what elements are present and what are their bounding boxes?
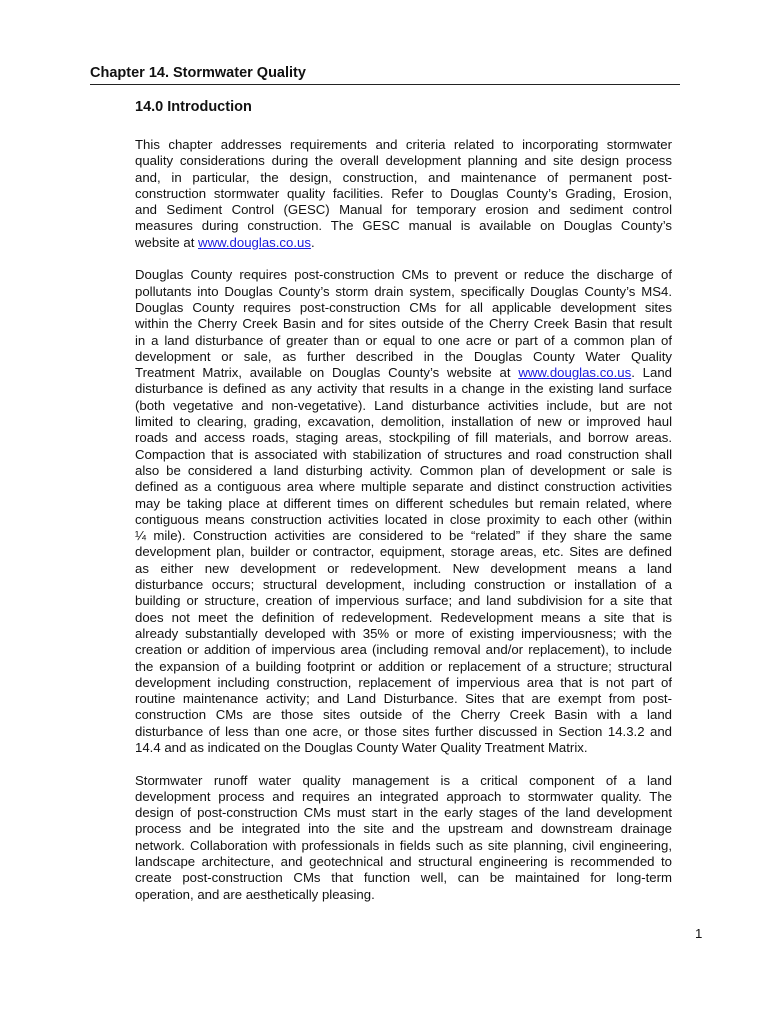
text-segment: roads and access roads, staging areas, stockpiling of fill materials, and borrow areas. [135, 430, 672, 446]
text-segment: may be taking place at different times on different schedules but remain related, where [135, 495, 672, 511]
text-segment: also be considered a land disturbing activity. Common plan of development or sale is [135, 462, 672, 478]
text-segment: as either new development or redevelopment. New development means a land [135, 560, 672, 576]
text-line [135, 544, 672, 560]
text-line [135, 430, 672, 446]
text-segment: and, in particular, the design, construction, and maintenance of permanent post- [135, 169, 672, 185]
text-line [135, 463, 672, 479]
text-line [135, 642, 672, 658]
text-line [135, 333, 672, 349]
text-line [135, 870, 672, 886]
text-line [135, 528, 672, 544]
text-line [135, 821, 672, 837]
chapter-title: Chapter 14. Stormwater Quality [90, 64, 680, 85]
text-segment: development including construction, replacement of impervious area that is not part of [135, 674, 672, 690]
text-line [135, 691, 672, 707]
text-segment: . [310, 234, 315, 250]
text-line [135, 610, 672, 626]
text-segment: Compaction that is associated with stabilization of structures and road construction shall [135, 446, 672, 462]
text-segment: disturbance of less than one acre, or those sites further discussed in Section 14.3.2 and [135, 723, 672, 739]
text-segment: website at [135, 234, 199, 250]
text-line [135, 202, 672, 218]
text-line [135, 235, 672, 251]
text-line [135, 398, 672, 414]
text-segment: development plan, builder or contractor, equipment, storage areas, etc. Sites are defined [135, 544, 672, 560]
text-line [135, 724, 672, 740]
text-segment: in a land disturbance of greater than or equal to one acre or part of a common plan of [135, 332, 672, 348]
text-segment: quality considerations during the overall development planning and site design process [135, 153, 672, 169]
text-segment: process and be integrated into the site and the upstream and downstream drainage [135, 821, 672, 837]
text-segment: construction CMs are those sites outside of the Cherry Creek Basin with a land [135, 707, 672, 723]
text-segment: Stormwater runoff water quality management is a critical component of a land [135, 772, 672, 788]
text-line [135, 381, 672, 397]
text-line [135, 316, 672, 332]
text-line [135, 854, 672, 870]
text-line [135, 349, 672, 365]
text-line [135, 218, 672, 234]
text-line [135, 887, 672, 903]
text-segment: and Sediment Control (GESC) Manual for temporary erosion and sediment control [135, 202, 672, 218]
text-segment: disturbance occurs; structural development, including construction or installation of a [135, 577, 672, 593]
text-line [135, 740, 672, 756]
paragraph [135, 773, 672, 903]
text-segment: measures during construction. The GESC manual is available on Douglas County’s [135, 218, 672, 234]
text-line [135, 838, 672, 854]
text-line [135, 773, 672, 789]
text-segment: within the Cherry Creek Basin and for sites outside of the Cherry Creek Basin that result [135, 316, 672, 332]
website-link[interactable]: www.douglas.co.us [518, 365, 632, 381]
text-line [135, 593, 672, 609]
text-line [135, 447, 672, 463]
text-line [135, 707, 672, 723]
paragraph [135, 137, 672, 251]
text-line [135, 186, 672, 202]
text-line [135, 561, 672, 577]
text-segment: . Land [631, 365, 672, 381]
text-line [135, 137, 672, 153]
page-number: 1 [695, 926, 703, 941]
text-segment: ¼ mile). Construction activities are considered to be “related” if they share the same [135, 528, 672, 544]
text-segment: Douglas County requires post-construction CMs for all applicable development sites [135, 299, 672, 315]
text-segment: landscape architecture, and geotechnical and structural engineering is recommended to [135, 854, 672, 870]
text-segment: defined as a contiguous area where multiple separate and distinct construction activities [135, 479, 672, 495]
text-segment: network. Collaboration with professionals in fields such as site planning, civil engineering, [135, 837, 672, 853]
text-segment: pollutants into Douglas County’s storm drain system, specifically Douglas County’s MS4. [135, 283, 672, 299]
text-segment: contiguous means construction activities located in close proximity to each other (within [135, 511, 672, 527]
text-segment: already substantially developed with 35% or more of existing imperviousness; with the [135, 625, 672, 641]
text-segment: construction stormwater quality facilities. Refer to Douglas County’s Grading, Erosion, [135, 185, 672, 201]
text-segment: (both vegetative and non-vegetative). Land disturbance activities include, but are not [135, 397, 672, 413]
text-line [135, 300, 672, 316]
body-text [135, 137, 672, 919]
text-segment: building or structure, creation of impervious surface; and land subdivision for a site that [135, 593, 672, 609]
text-segment: creation or addition of impervious area (including removal and/or replacement), to include [135, 642, 672, 658]
text-line [135, 284, 672, 300]
text-segment: disturbance is defined as any activity that results in a change in the existing land surface [135, 381, 672, 397]
text-segment: 14.4 and as indicated on the Douglas County Water Quality Treatment Matrix. [135, 739, 588, 755]
text-line [135, 659, 672, 675]
text-segment: Treatment Matrix, available on Douglas County’s website at [135, 365, 519, 381]
text-segment: design of post-construction CMs must start in the early stages of the land development [135, 805, 672, 821]
text-line [135, 479, 672, 495]
text-segment: create post-construction CMs that function well, can be maintained for long-term [135, 870, 672, 886]
text-segment: routine maintenance activity; and Land Disturbance. Sites that are exempt from post- [135, 691, 672, 707]
text-segment: limited to clearing, grading, excavation, demolition, installation of new or improved haul [135, 414, 672, 430]
text-line [135, 414, 672, 430]
paragraph [135, 267, 672, 756]
text-line [135, 365, 672, 381]
text-line [135, 512, 672, 528]
text-segment: Douglas County requires post-construction CMs to prevent or reduce the discharge of [135, 267, 672, 283]
text-segment: operation, and are aesthetically pleasing. [135, 886, 375, 902]
text-line [135, 577, 672, 593]
website-link[interactable]: www.douglas.co.us [198, 234, 311, 250]
text-segment: development process and requires an integrated approach to stormwater quality. The [135, 788, 672, 804]
section-title: 14.0 Introduction [135, 99, 252, 115]
text-segment: the expansion of a building footprint or addition or replacement of a structure; structural [135, 658, 672, 674]
text-line [135, 789, 672, 805]
text-line [135, 626, 672, 642]
text-line [135, 805, 672, 821]
text-line [135, 675, 672, 691]
text-line [135, 267, 672, 283]
text-segment: does not meet the definition of redevelopment. Redevelopment means a site that is [135, 609, 672, 625]
text-line [135, 496, 672, 512]
text-line [135, 153, 672, 169]
text-segment: development or sale, as further described in the Douglas County Water Quality [135, 348, 672, 364]
text-line [135, 170, 672, 186]
text-segment: This chapter addresses requirements and criteria related to incorporating stormwater [135, 137, 672, 152]
